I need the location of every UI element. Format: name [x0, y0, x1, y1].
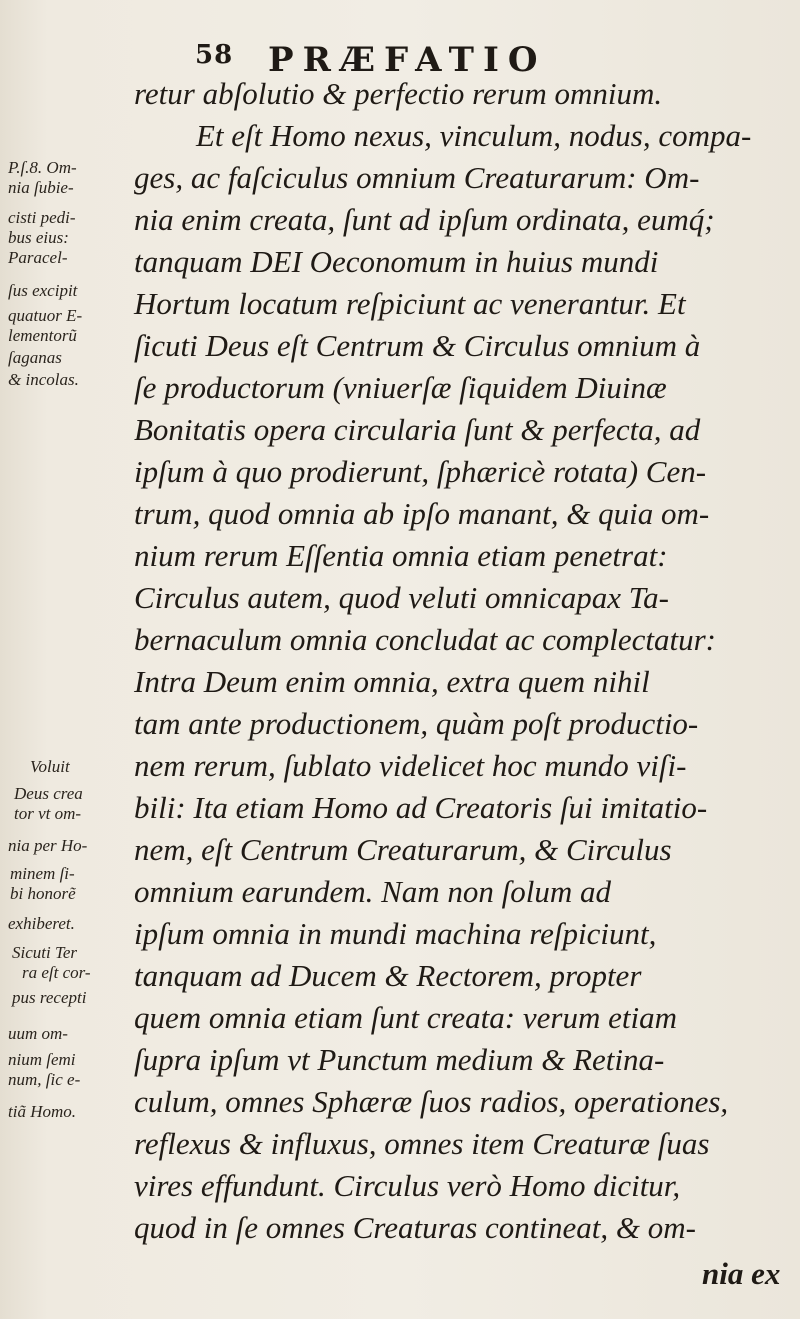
- text-line: ſicuti Deus eſt Centrum & Circulus omnium à: [134, 328, 701, 363]
- catchword: nia ex: [702, 1256, 781, 1291]
- text-line: ipſum omnia in mundi machina reſpiciunt,: [134, 916, 657, 951]
- text-line: ſupra ipſum vt Punctum medium & Retina-: [134, 1042, 665, 1077]
- text-line: Circulus autem, quod veluti omnicapax Ta-: [134, 580, 669, 615]
- text-line: nium rerum Eſſentia omnia etiam penetrat:: [134, 538, 668, 573]
- text-line: tanquam ad Ducem & Rectorem, propter: [134, 958, 642, 993]
- text-line: bernaculum omnia concludat ac complectatur:: [134, 622, 716, 657]
- text-line: omnium earundem. Nam non ſolum ad: [134, 874, 612, 909]
- text-line: quem omnia etiam ſunt creata: verum etiam: [134, 1000, 677, 1035]
- marginal-note-line: lementorũ: [8, 326, 77, 345]
- text-line: Bonitatis opera circularia ſunt & perfecta, ad: [134, 412, 701, 447]
- marginal-note-line: num, ſic e-: [8, 1070, 81, 1089]
- text-line: ges, ac faſciculus omnium Creaturarum: Om-: [134, 160, 700, 195]
- marginal-note-line: cisti pedi-: [8, 208, 76, 227]
- marginal-note-line: ſaganas: [8, 348, 62, 367]
- marginal-note-line: nium ſemi: [8, 1050, 76, 1069]
- text-line: vires effundunt. Circulus verò Homo dicitur,: [134, 1168, 681, 1203]
- text-line: ipſum à quo prodierunt, ſphæricè rotata) Cen-: [134, 454, 707, 489]
- text-line: reflexus & influxus, omnes item Creaturæ ſuas: [134, 1126, 710, 1161]
- marginal-note-line: exhiberet.: [8, 914, 75, 933]
- text-line: trum, quod omnia ab ipſo manant, & quia om-: [134, 496, 710, 531]
- text-line: Et eſt Homo nexus, vinculum, nodus, compa-: [196, 118, 752, 153]
- text-line: nem, eſt Centrum Creaturarum, & Circulus: [134, 832, 672, 867]
- text-line: Intra Deum enim omnia, extra quem nihil: [134, 664, 650, 699]
- marginal-note-line: nia per Ho-: [8, 836, 88, 855]
- marginal-note-line: tor vt om-: [14, 804, 82, 823]
- marginal-note-line: ſus excipit: [8, 281, 78, 300]
- marginal-note-line: uum om-: [8, 1024, 68, 1043]
- text-line: tanquam DEI Oeconomum in huius mundi: [134, 244, 659, 279]
- marginal-note-line: Paracel-: [8, 248, 68, 267]
- page-header-title: PRÆFATIO: [268, 40, 547, 80]
- marginal-note-line: ra eſt cor-: [22, 963, 91, 982]
- text-line: tam ante productionem, quàm poſt productio-: [134, 706, 699, 741]
- text-line: culum, omnes Sphæræ ſuos radios, operationes,: [134, 1084, 729, 1119]
- marginal-note-line: quatuor E-: [8, 306, 83, 325]
- marginal-note-line: tiã Homo.: [8, 1102, 76, 1121]
- marginal-note-line: pus recepti: [12, 988, 87, 1007]
- text-line: Hortum locatum reſpiciunt ac venerantur. Et: [134, 286, 686, 321]
- marginal-note-line: Sicuti Ter: [12, 943, 78, 962]
- page-number: 58: [195, 40, 234, 70]
- marginal-note-line: bi honorẽ: [10, 884, 76, 903]
- marginal-note-line: bus eius:: [8, 228, 69, 247]
- marginal-note-line: Voluit: [30, 757, 70, 776]
- text-line: nem rerum, ſublato videlicet hoc mundo viſi-: [134, 748, 687, 783]
- marginal-note-line: Deus crea: [14, 784, 83, 803]
- text-line: ſe productorum (vniuerſæ ſiquidem Diuinæ: [134, 370, 667, 405]
- marginal-note-line: & incolas.: [8, 370, 79, 389]
- text-line: quod in ſe omnes Creaturas contineat, & om-: [134, 1210, 696, 1245]
- marginal-note-line: P.ſ.8. Om-: [8, 158, 77, 177]
- text-line: retur abſolutio & perfectio rerum omnium.: [134, 76, 663, 111]
- text-line: nia enim creata, ſunt ad ipſum ordinata, eumq́;: [134, 202, 715, 237]
- text-line: bili: Ita etiam Homo ad Creatoris ſui imitatio-: [134, 790, 708, 825]
- marginal-note-line: minem ſi-: [10, 864, 75, 883]
- marginal-note-line: nia ſubie-: [8, 178, 74, 197]
